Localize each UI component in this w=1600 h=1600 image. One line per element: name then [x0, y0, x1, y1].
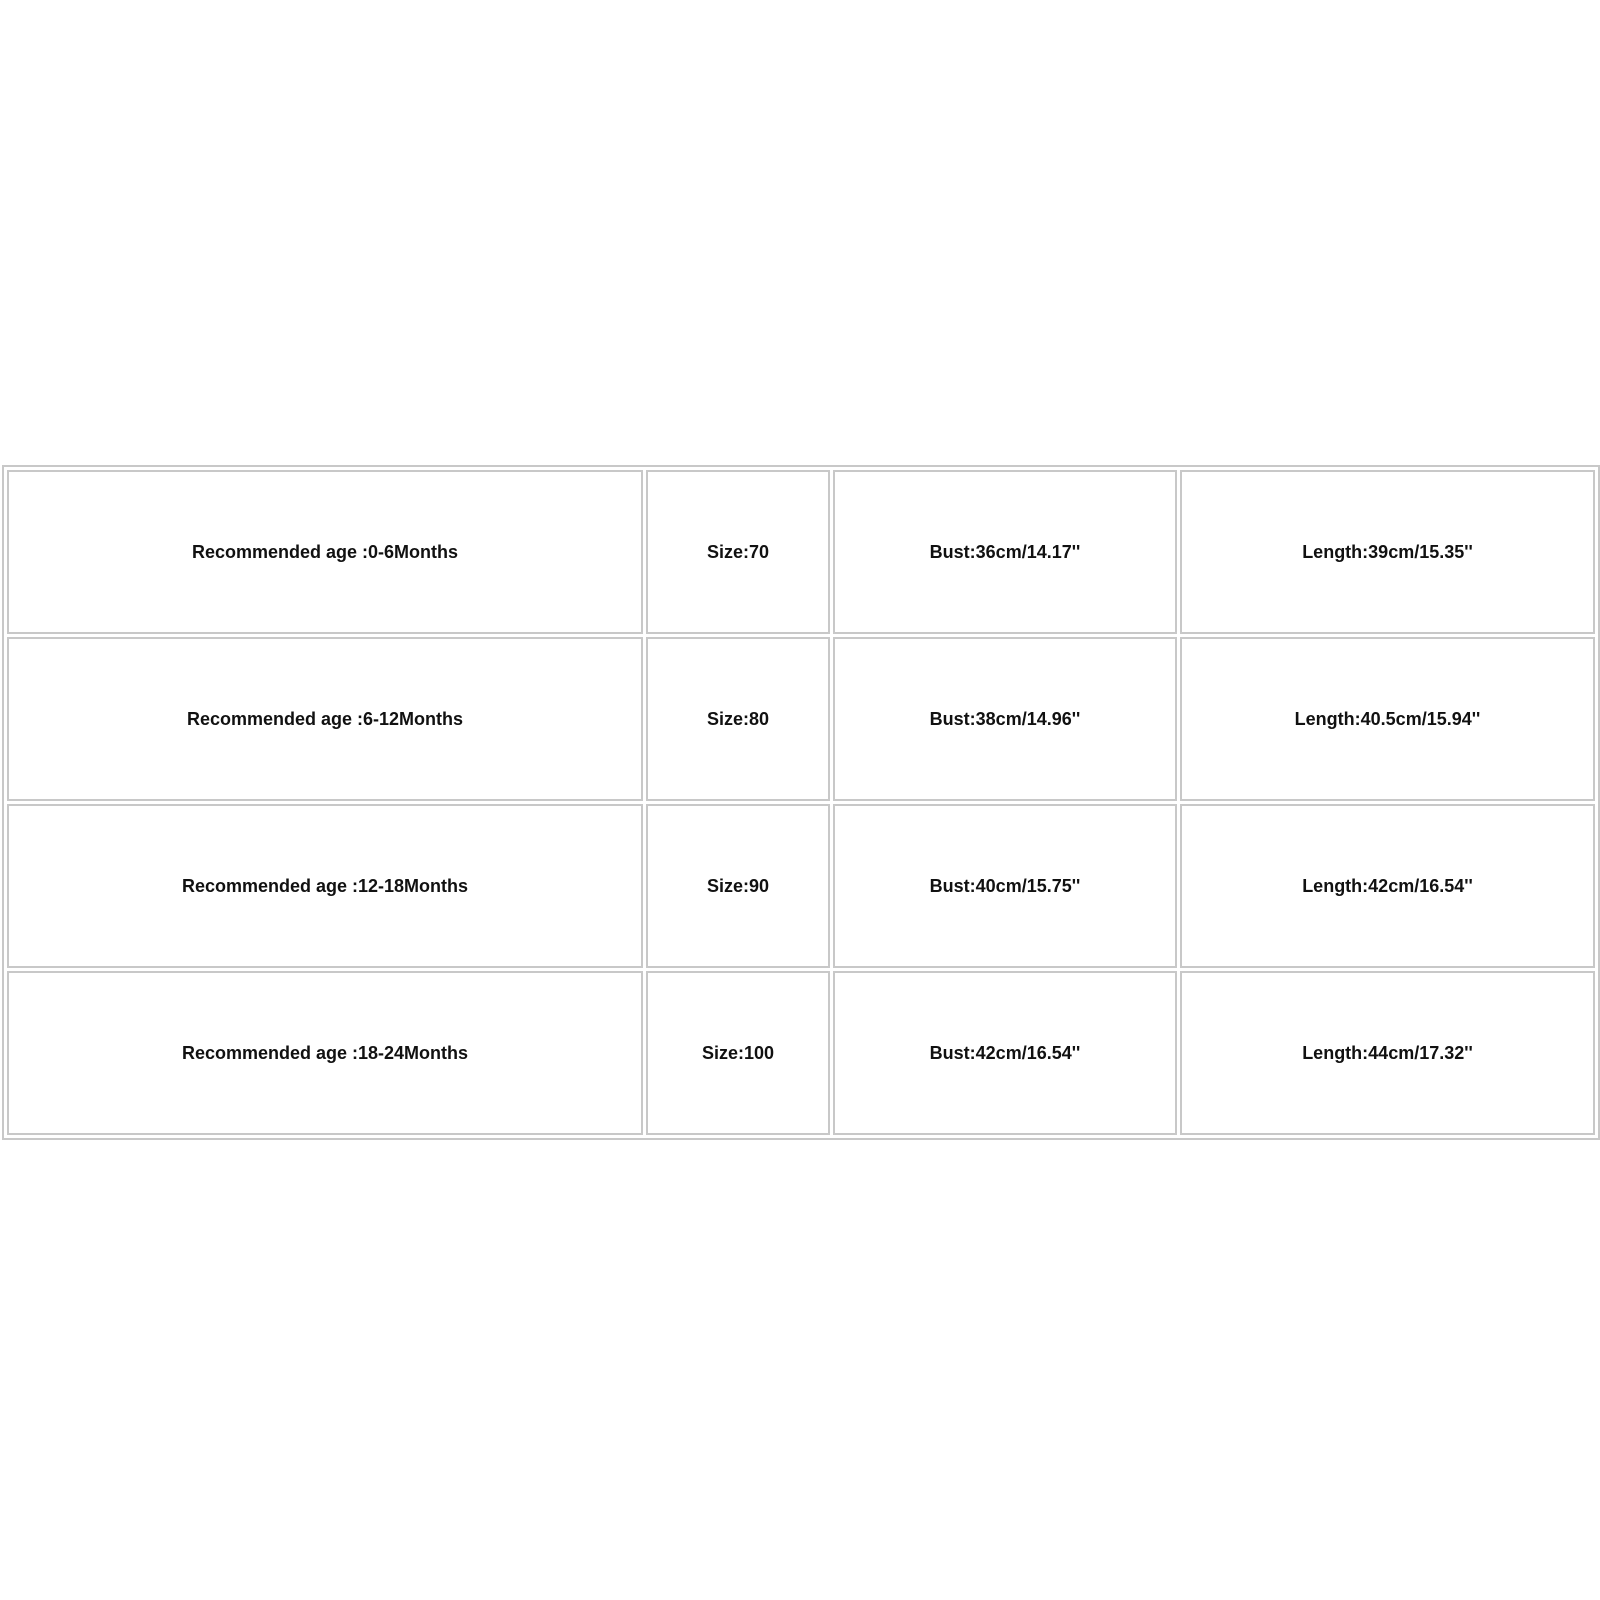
bust-cell: Bust:36cm/14.17'': [833, 470, 1177, 634]
age-cell: Recommended age :12-18Months: [7, 804, 643, 968]
size-chart-table: [2, 465, 1600, 1140]
table-row: [7, 971, 1595, 1135]
bust-cell: Bust:38cm/14.96'': [833, 637, 1177, 801]
size-cell: Size:70: [646, 470, 830, 634]
size-cell: Size:90: [646, 804, 830, 968]
bust-cell: Bust:40cm/15.75'': [833, 804, 1177, 968]
age-cell: Recommended age :0-6Months: [7, 470, 643, 634]
length-cell: Length:40.5cm/15.94'': [1180, 637, 1595, 801]
table-row: [7, 637, 1595, 801]
size-cell: Size:80: [646, 637, 830, 801]
table-row: [7, 804, 1595, 968]
age-cell: Recommended age :6-12Months: [7, 637, 643, 801]
age-cell: Recommended age :18-24Months: [7, 971, 643, 1135]
table-row: [7, 470, 1595, 634]
length-cell: Length:42cm/16.54'': [1180, 804, 1595, 968]
length-cell: Length:44cm/17.32'': [1180, 971, 1595, 1135]
bust-cell: Bust:42cm/16.54'': [833, 971, 1177, 1135]
size-cell: Size:100: [646, 971, 830, 1135]
length-cell: Length:39cm/15.35'': [1180, 470, 1595, 634]
